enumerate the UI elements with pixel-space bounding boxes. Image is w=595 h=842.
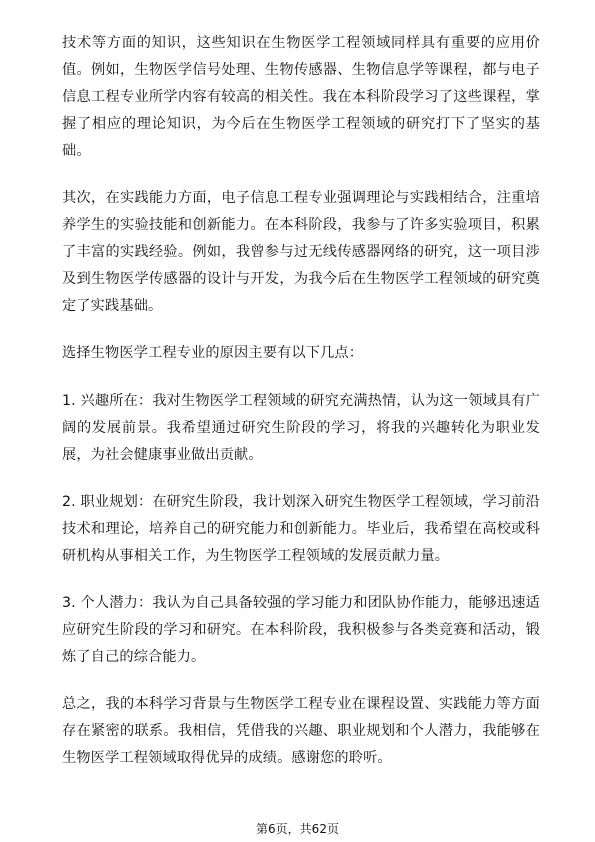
paragraph-conclusion: 总之，我的本科学习背景与生物医学工程专业在课程设置、实践能力等方面存在紧密的联系。我相信，凭借我的兴趣、职业规划和个人潜力，我能够在生物医学工程领域取得优异的成绩。感谢您的聆听。 [62, 696, 540, 766]
paragraph-reason-potential: 3. 个人潜力：我认为自己具备较强的学习能力和团队协作能力，能够迅速适应研究生阶段的学习和研究。在本科阶段，我积极参与各类竞赛和活动，锻炼了自己的综合能力。 [62, 595, 540, 665]
paragraph-practice: 其次，在实践能力方面，电子信息工程专业强调理论与实践相结合，注重培养学生的实验技能和创新能力。在本科阶段，我参与了许多实验项目，积累了丰富的实践经验。例如，我曾参与过无线传感器网络的研究，这一项目涉及到生物医学传感器的设计与开发，为我今后在生物医学工程领域的研究奠定了实践基础。 [62, 190, 540, 314]
paragraph-reason-career: 2. 职业规划：在研究生阶段，我计划深入研究生物医学工程领域，学习前沿技术和理论，培养自己的研究能力和创新能力。毕业后，我希望在高校或科研机构从事相关工作，为生物医学工程领域的发展贡献力量。 [62, 494, 540, 564]
document-body [62, 30, 540, 792]
paragraph-knowledge: 技术等方面的知识，这些知识在生物医学工程领域同样具有重要的应用价值。例如，生物医学信号处理、生物传感器、生物信息学等课程，都与电子信息工程专业所学内容有较高的相关性。我在本科阶段学习了这些课程，掌握了相应的理论知识，为今后在生物医学工程领域的研究打下了坚实的基础。 [62, 35, 540, 159]
page-number-footer: 第6页，共62页 [256, 822, 339, 836]
paragraph-reasons-intro: 选择生物医学工程专业的原因主要有以下几点： [62, 345, 364, 361]
paragraph-reason-interest: 1. 兴趣所在：我对生物医学工程领域的研究充满热情，认为这一领域具有广阔的发展前景。我希望通过研究生阶段的学习，将我的兴趣转化为职业发展，为社会健康事业做出贡献。 [62, 393, 540, 463]
